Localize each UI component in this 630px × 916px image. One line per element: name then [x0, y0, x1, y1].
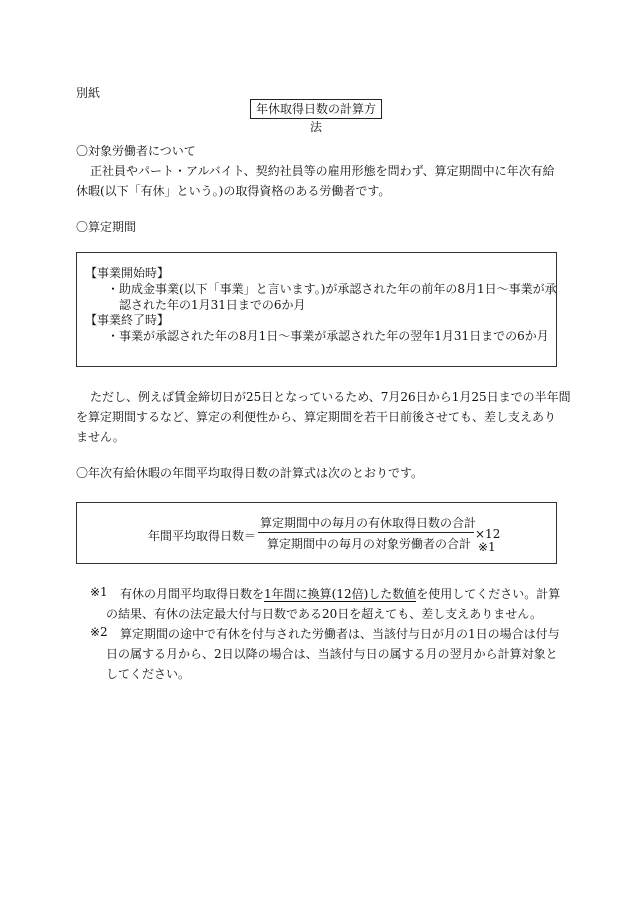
period-note-line: ただし、例えば賃金締切日が25日となっているため、7月26日から1月25日までの半年間 — [90, 390, 571, 404]
footnote-1-underlined-text: 1年間に換算(12倍)した数値 — [264, 587, 417, 601]
formula-numerator: 算定期間中の毎月の有休取得日数の合計 — [260, 516, 477, 530]
formula-multiplier: ×12 — [475, 527, 501, 541]
formula-lhs: 年間平均取得日数＝ — [148, 529, 257, 543]
business-start-bullet-continued: 認された年の1月31日までの6か月 — [119, 298, 306, 312]
footnote-1-line-2: の結果、有休の法定最大付与日数である20日を超えても、差し支えありません。 — [106, 607, 542, 621]
paragraph-line: 休暇(以下「有休」という。)の取得資格のある労働者です。 — [76, 184, 391, 198]
footnote-1-mark: ※1 — [90, 585, 108, 599]
formula-box — [76, 502, 557, 564]
footnote-2-line-1: 算定期間の途中で有休を付与された労働者は、当該付与日が月の1日の場合は付与 — [120, 627, 560, 641]
section-heading-workers: 〇対象労働者について — [76, 144, 196, 158]
business-end-label: 【事業終了時】 — [85, 313, 170, 327]
page-title: 年休取得日数の計算方法 — [250, 99, 382, 119]
period-note-line: を算定期間するなど、算定の利便性から、算定期間を若干日前後させても、差し支えあり — [76, 410, 557, 424]
attachment-label: 別紙 — [76, 86, 101, 100]
section-heading-period: 〇算定期間 — [76, 220, 137, 234]
business-end-bullet: ・事業が承認された年の8月1日～事業が承認された年の翌年1月31日までの6か月 — [107, 329, 549, 343]
business-start-bullet: ・助成金事業(以下「事業」と言います。)が承認された年の前年の8月1日～事業が承 — [107, 282, 557, 296]
formula-footnote-mark: ※1 — [478, 540, 496, 554]
footnote-2-mark: ※2 — [90, 625, 108, 639]
fraction-bar — [258, 532, 474, 533]
footnote-2-line-2: 日の属する月から、2日以降の場合は、当該付与日の属する月の翌月から計算対象と — [106, 647, 558, 661]
period-note-line: ません。 — [76, 430, 125, 444]
footnote-1-text: 有休の月間平均取得日数を — [120, 587, 265, 601]
footnote-1-text-continued: を使用してください。計算 — [416, 587, 561, 601]
business-start-label: 【事業開始時】 — [85, 266, 170, 280]
period-box — [76, 252, 557, 367]
formula-denominator: 算定期間中の毎月の対象労働者の合計 — [267, 537, 472, 551]
section-heading-formula: 〇年次有給休暇の年間平均取得日数の計算式は次のとおりです。 — [76, 466, 424, 480]
footnote-2-line-3: してください。 — [106, 667, 191, 681]
footnote-1-line — [120, 585, 560, 602]
paragraph-line: 正社員やパート・アルバイト、契約社員等の雇用形態を問わず、算定期間中に年次有給 — [90, 164, 555, 178]
